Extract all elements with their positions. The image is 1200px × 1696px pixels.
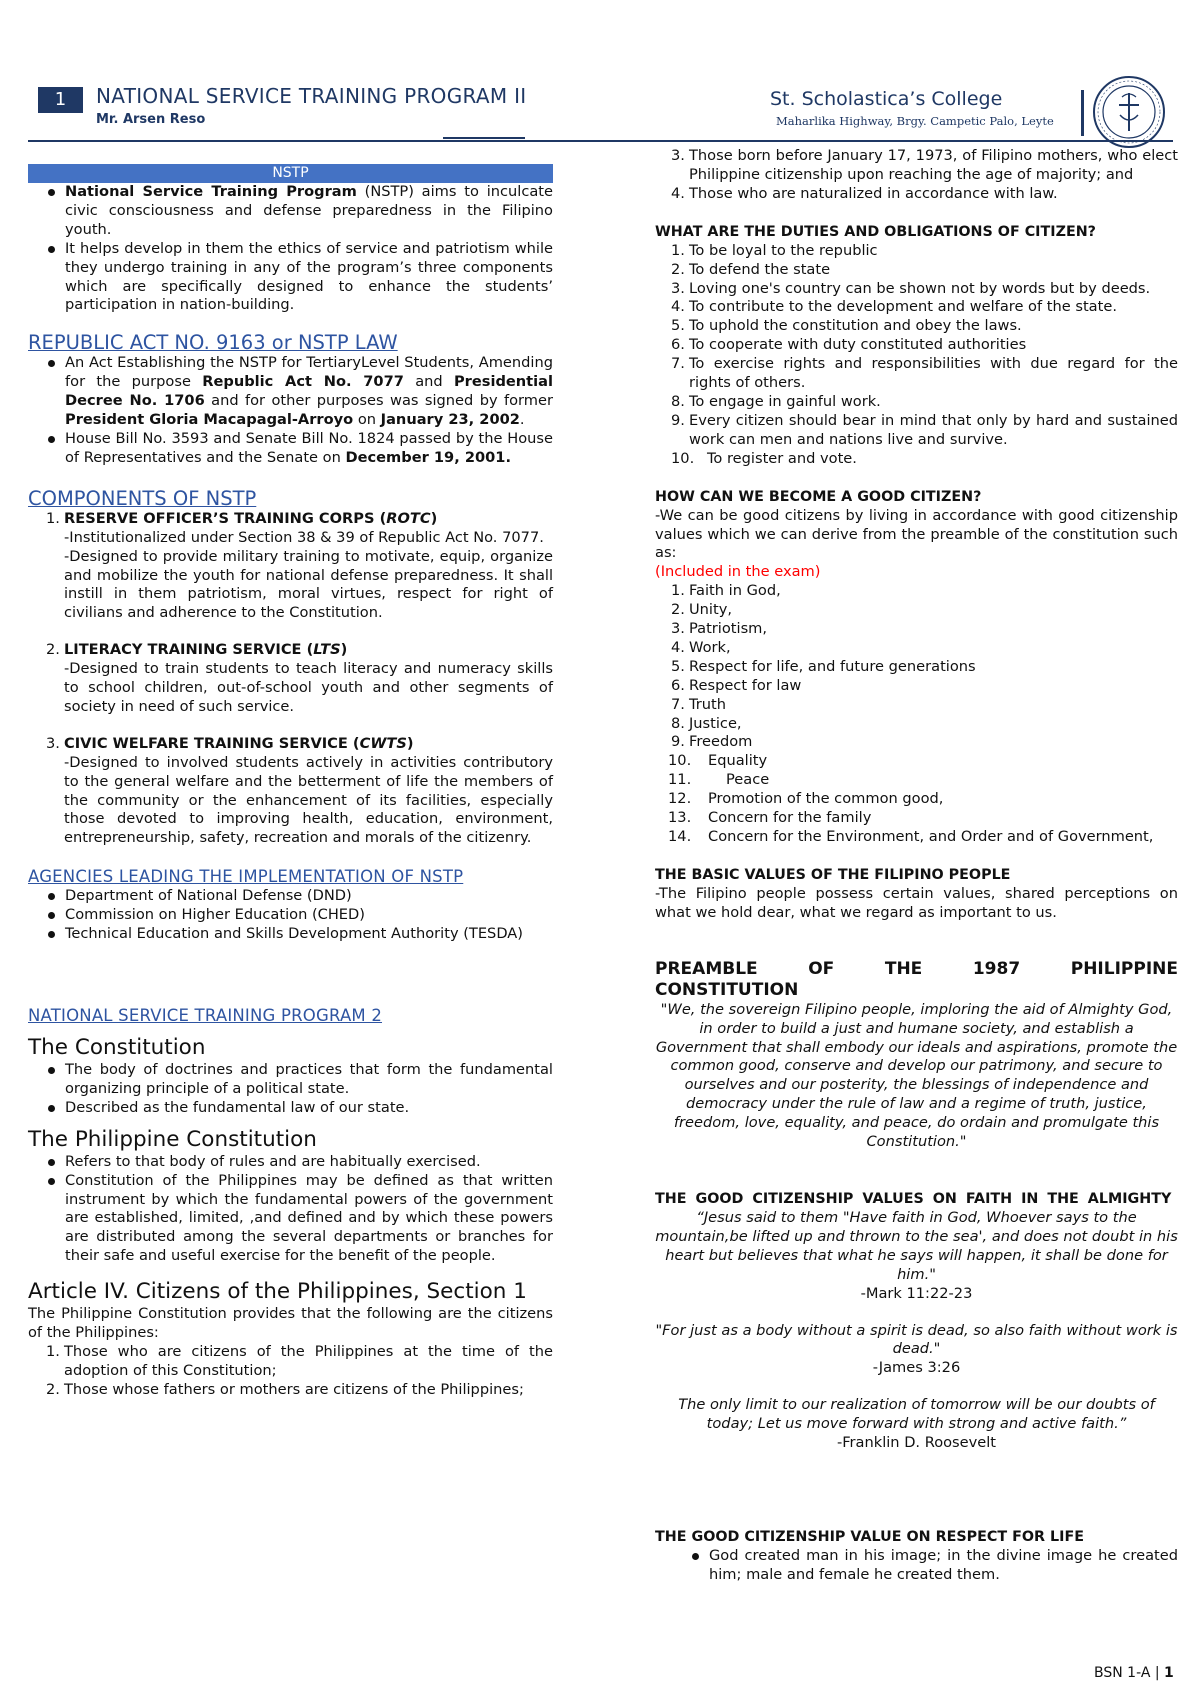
item-number: 11. xyxy=(668,771,692,789)
list-item-text: Those who are citizens of the Philippines at the time of the adoption of this Constitution; xyxy=(64,1342,553,1379)
basic-values-heading: THE BASIC VALUES OF THE FILIPINO PEOPLE xyxy=(655,866,1011,883)
list-item xyxy=(65,430,553,468)
item-number: 13. xyxy=(668,809,692,827)
article-heading: Article IV. Citizens of the Philippines, Section 1 xyxy=(28,1279,527,1305)
list-item-text: To be loyal to the republic xyxy=(689,241,878,259)
page-number-badge: 1 xyxy=(38,87,83,113)
list-item-text: Truth xyxy=(689,695,726,713)
quote-james: "For just as a body without a spirit is dead, so also faith without work is dead." xyxy=(655,1321,1178,1358)
list-item-text: To register and vote. xyxy=(707,449,857,467)
faith-heading: THE GOOD CITIZENSHIP VALUES ON FAITH IN THE ALMIGHTY xyxy=(655,1190,1172,1207)
header-divider xyxy=(1081,90,1084,136)
list-item xyxy=(65,240,553,316)
list-item: Technical Education and Skills Development Authority (TESDA) xyxy=(65,925,553,944)
instructor-name: Mr. Arsen Reso xyxy=(96,112,206,127)
list-item-text: To cooperate with duty constituted authorities xyxy=(689,336,1027,354)
list-item: Department of National Defense (DND) xyxy=(65,887,553,906)
text-span: House Bill No. 3593 and Senate Bill No. 1824 passed by the House of Representatives and the Senate on xyxy=(65,429,553,466)
item-number: 1. xyxy=(46,1342,60,1360)
item-number: 8. xyxy=(671,392,685,410)
component-item xyxy=(46,734,553,848)
list-item-text: Every citizen should bear in mind that only by hard and sustained work can men and nations live and survive. xyxy=(689,411,1178,448)
quote-mark: “Jesus said to them "Have faith in God, Whoever says to the mountain,be lifted up and thrown to the sea', and does not doubt in his heart but believes that what he says will happen, it shall be done for him." xyxy=(655,1208,1178,1283)
bold-term: Republic Act No. 7077 xyxy=(202,373,404,391)
item-number: 10. xyxy=(668,752,692,770)
list-item-text: Equality xyxy=(708,752,768,770)
list-item-text: Concern for the family xyxy=(708,809,872,827)
item-number: 4. xyxy=(671,298,685,316)
item-number: 1. xyxy=(671,582,685,600)
component-title-close: ) xyxy=(406,734,414,752)
list-item xyxy=(671,695,1178,715)
item-number: 8. xyxy=(671,714,685,732)
list-item xyxy=(668,790,1178,809)
item-number: 6. xyxy=(671,676,685,694)
item-number: 9. xyxy=(671,733,685,751)
item-number: 3. xyxy=(671,620,685,638)
component-title-close: ) xyxy=(430,509,438,527)
list-item: God created man in his image; in the divine image he created him; male and female he created them. xyxy=(709,1546,1178,1583)
good-citizen-heading: HOW CAN WE BECOME A GOOD CITIZEN? xyxy=(655,488,982,505)
values-list-continued xyxy=(653,752,1178,847)
list-item xyxy=(671,184,1178,204)
list-item-text: Faith in God, xyxy=(689,582,781,600)
list-item-text: It helps develop in them the ethics of service and patriotism while they undergo training in any of the program’s three components which are specifically designed to enhance the students’ participation in nation-building. xyxy=(65,239,553,314)
footer-label: BSN 1-A | xyxy=(1094,1665,1165,1681)
list-item-text: Those who are naturalized in accordance with law. xyxy=(689,184,1058,202)
bold-term: January 23, 2002 xyxy=(380,411,520,429)
ra-list xyxy=(28,354,553,467)
list-item-text: Concern for the Environment, and Order and of Government, xyxy=(708,828,1154,845)
component-abbr: LTS xyxy=(313,641,341,659)
component-title: LITERACY TRAINING SERVICE ( xyxy=(64,641,314,659)
list-item xyxy=(668,809,1178,828)
list-item xyxy=(671,449,1178,469)
item-number: 2. xyxy=(671,260,685,278)
list-item xyxy=(671,147,1178,185)
list-item-text: To defend the state xyxy=(689,260,831,278)
quote-source: -Mark 11:22-23 xyxy=(860,1284,973,1302)
citizens-list-continued xyxy=(653,147,1178,204)
duties-heading: WHAT ARE THE DUTIES AND OBLIGATIONS OF CITIZEN? xyxy=(655,223,1096,240)
text-span: . xyxy=(519,411,525,429)
item-number: 5. xyxy=(671,317,685,335)
list-item xyxy=(668,771,1178,790)
list-item xyxy=(671,260,1178,280)
school-name: St. Scholastica’s College xyxy=(770,88,1003,110)
nstp-section-band: NSTP xyxy=(28,164,553,183)
list-item xyxy=(668,752,1178,771)
document-title: NATIONAL SERVICE TRAINING PROGRAM II xyxy=(96,84,527,108)
list-item: Constitution of the Philippines may be defined as that written instrument by which the fundamental powers of the government are established, limited, ,and defined and by which these powers are distributed among the several departments or branches for their safe and useful exercise for the benefit of the people. xyxy=(65,1171,553,1265)
basic-values-text: -The Filipino people possess certain values, shared perceptions on what we hold dear, what we regard as important to us. xyxy=(655,884,1178,921)
page-footer xyxy=(1094,1665,1174,1681)
quote-source: -James 3:26 xyxy=(872,1359,961,1377)
component-desc: -Designed to involved students actively in activities contributory to the general welfare and the betterment of life the members of the community or the enhancement of its facilities, especially those devoted to improving health, education, environment, entrepreneurship, safety, recreation and morals of the citizenry. xyxy=(64,753,553,847)
item-number: 3. xyxy=(46,734,60,752)
bold-term: President Gloria Macapagal-Arroyo xyxy=(65,411,354,429)
item-number: 12. xyxy=(668,790,692,808)
list-item xyxy=(46,1342,553,1381)
list-item xyxy=(671,336,1178,355)
respect-life-heading: THE GOOD CITIZENSHIP VALUE ON RESPECT FOR LIFE xyxy=(655,1528,1084,1545)
preamble-text: "We, the sovereign Filipino people, imploring the aid of Almighty God, in order to build a just and humane society, and establish a Government that shall embody our ideals and aspirations, promote the common good, conserve and develop our patrimony, and secure to ourselves and our posterity, the blessings of independence and democracy under the rule of law and a regime of truth, justice, freedom, love, equality, and peace, do ordain and promulgate this Constitution." xyxy=(655,1000,1178,1151)
list-item xyxy=(671,392,1178,412)
text-span: An Act Establishing the NSTP for TertiaryLevel Students, Amending for the purpose xyxy=(65,354,553,391)
list-item xyxy=(671,582,1178,601)
constitution-list xyxy=(28,1061,553,1118)
list-item: The body of doctrines and practices that form the fundamental organizing principle of a political state. xyxy=(65,1061,553,1097)
list-item-text: To engage in gainful work. xyxy=(689,392,881,410)
item-number: 9. xyxy=(671,411,685,429)
right-column xyxy=(655,147,1178,1585)
item-number: 4. xyxy=(671,184,685,202)
item-number: 3. xyxy=(671,279,685,297)
component-abbr: CWTS xyxy=(359,734,407,752)
item-number: 5. xyxy=(671,657,685,675)
list-item xyxy=(671,279,1178,299)
header-rule-accent xyxy=(443,137,525,139)
list-item-text: To exercise rights and responsibilities with due regard for the rights of others. xyxy=(689,355,1178,392)
list-item-text: Justice, xyxy=(689,714,742,732)
list-item-text: Loving one's country can be shown not by words but by deeds. xyxy=(689,279,1151,297)
list-item-text: To uphold the constitution and obey the laws. xyxy=(689,317,1022,335)
list-item-text: Respect for law xyxy=(689,676,802,694)
school-address: Maharlika Highway, Brgy. Campetic Palo, Leyte xyxy=(776,114,1054,128)
item-number: 2. xyxy=(46,641,60,659)
item-number: 10. xyxy=(671,449,695,467)
item-number: 2. xyxy=(671,601,685,619)
list-item xyxy=(671,714,1178,734)
component-desc: -Designed to provide military training to motivate, equip, organize and mobilize the youth for national defense preparedness. It shall instill in them patriotism, moral virtues, respect for right of civilians and adherence to the Constitution. xyxy=(64,547,553,622)
list-item xyxy=(671,241,1178,261)
quote-source: -Franklin D. Roosevelt xyxy=(836,1434,997,1452)
components-list xyxy=(28,510,553,849)
agencies-heading: AGENCIES LEADING THE IMPLEMENTATION OF NSTP xyxy=(28,867,464,887)
list-item: Commission on Higher Education (CHED) xyxy=(65,906,553,925)
list-item-text: Patriotism, xyxy=(689,620,768,638)
school-seal-logo xyxy=(1092,75,1166,149)
text-span: and xyxy=(403,373,454,391)
preamble-heading: PREAMBLE OF THE 1987 PHILIPPINE CONSTITUTION xyxy=(655,958,1178,1000)
list-item-text: Those born before January 17, 1973, of Filipino mothers, who elect Philippine citizenship upon reaching the age of majority; and xyxy=(689,147,1178,183)
nstp2-heading: NATIONAL SERVICE TRAINING PROGRAM 2 xyxy=(28,1006,383,1025)
list-item xyxy=(65,354,553,430)
list-item xyxy=(671,298,1178,317)
component-item xyxy=(46,509,553,623)
values-list xyxy=(653,582,1178,752)
phil-constitution-heading: The Philippine Constitution xyxy=(28,1126,317,1152)
header-rule xyxy=(28,140,1173,142)
footer-page-number: 1 xyxy=(1164,1665,1174,1681)
component-item xyxy=(46,641,553,717)
article-intro: The Philippine Constitution provides that the following are the citizens of the Philippines: xyxy=(28,1305,553,1342)
list-item-text: Those whose fathers or mothers are citizens of the Philippines; xyxy=(64,1380,524,1398)
duties-list xyxy=(653,242,1178,469)
list-item-text: (NSTP) aims to inculcate civic consciousness and defense preparedness in the Filipino youth. xyxy=(65,183,553,238)
list-item xyxy=(671,638,1178,658)
component-title-close: ) xyxy=(340,641,348,659)
component-abbr: ROTC xyxy=(386,509,431,527)
item-number: 7. xyxy=(671,695,685,713)
item-number: 4. xyxy=(671,638,685,656)
list-item xyxy=(46,1380,553,1400)
list-item-text: Respect for life, and future generations xyxy=(689,657,976,675)
list-item: Described as the fundamental law of our state. xyxy=(65,1099,553,1118)
list-item-text: Peace xyxy=(726,771,770,789)
list-item xyxy=(668,828,1178,847)
list-item xyxy=(65,183,553,240)
bold-term: Presidential Decree No. 1706 xyxy=(65,373,554,410)
ra-heading: REPUBLIC ACT NO. 9163 or NSTP LAW xyxy=(28,331,398,355)
item-number: 2. xyxy=(46,1380,60,1398)
bold-term: National Service Training Program xyxy=(65,183,357,200)
text-span: on xyxy=(353,411,381,429)
exam-note: (Included in the exam) xyxy=(655,563,821,581)
list-item-text: Promotion of the common good, xyxy=(708,790,944,808)
phil-constitution-list xyxy=(28,1153,553,1266)
bold-term: December 19, 2001. xyxy=(345,448,511,466)
list-item xyxy=(671,620,1178,639)
list-item xyxy=(671,601,1178,620)
component-desc: -Designed to train students to teach literacy and numeracy skills to school children, out-of-school youth and other segments of society in need of such service. xyxy=(64,660,553,715)
item-number: 6. xyxy=(671,336,685,354)
list-item-text: To contribute to the development and welfare of the state. xyxy=(689,298,1117,316)
item-number: 7. xyxy=(671,355,685,373)
list-item: Refers to that body of rules and are habitually exercised. xyxy=(65,1153,553,1172)
item-number: 1. xyxy=(46,509,60,527)
left-column xyxy=(28,164,553,1400)
good-citizen-intro: -We can be good citizens by living in accordance with good citizenship values which we can derive from the preamble of the constitution such as: xyxy=(655,506,1178,562)
components-heading: COMPONENTS OF NSTP xyxy=(28,486,257,510)
list-item xyxy=(671,657,1178,677)
list-item xyxy=(671,733,1178,752)
constitution-heading: The Constitution xyxy=(28,1035,206,1060)
quote-roosevelt: The only limit to our realization of tomorrow will be our doubts of today; Let us move forward with strong and active faith.” xyxy=(678,1396,1155,1433)
item-number: 3. xyxy=(671,147,685,164)
list-item-text: Freedom xyxy=(689,733,753,751)
citizens-list xyxy=(28,1343,553,1400)
component-desc: -Institutionalized under Section 38 & 39 of Republic Act No. 7077. xyxy=(64,528,544,546)
list-item xyxy=(671,355,1178,393)
text-span: and for other purposes was signed by former xyxy=(204,392,553,410)
list-item xyxy=(671,676,1178,696)
respect-life-list xyxy=(655,1547,1178,1585)
component-title: RESERVE OFFICER’S TRAINING CORPS ( xyxy=(64,509,387,527)
list-item-text: Work, xyxy=(689,638,731,656)
list-item-text: Unity, xyxy=(689,601,732,619)
item-number: 1. xyxy=(671,241,685,259)
component-title: CIVIC WELFARE TRAINING SERVICE ( xyxy=(64,734,360,752)
list-item xyxy=(671,317,1178,336)
nstp-list xyxy=(28,183,553,315)
list-item xyxy=(671,411,1178,450)
item-number: 14. xyxy=(668,828,692,845)
agencies-list xyxy=(28,887,553,944)
